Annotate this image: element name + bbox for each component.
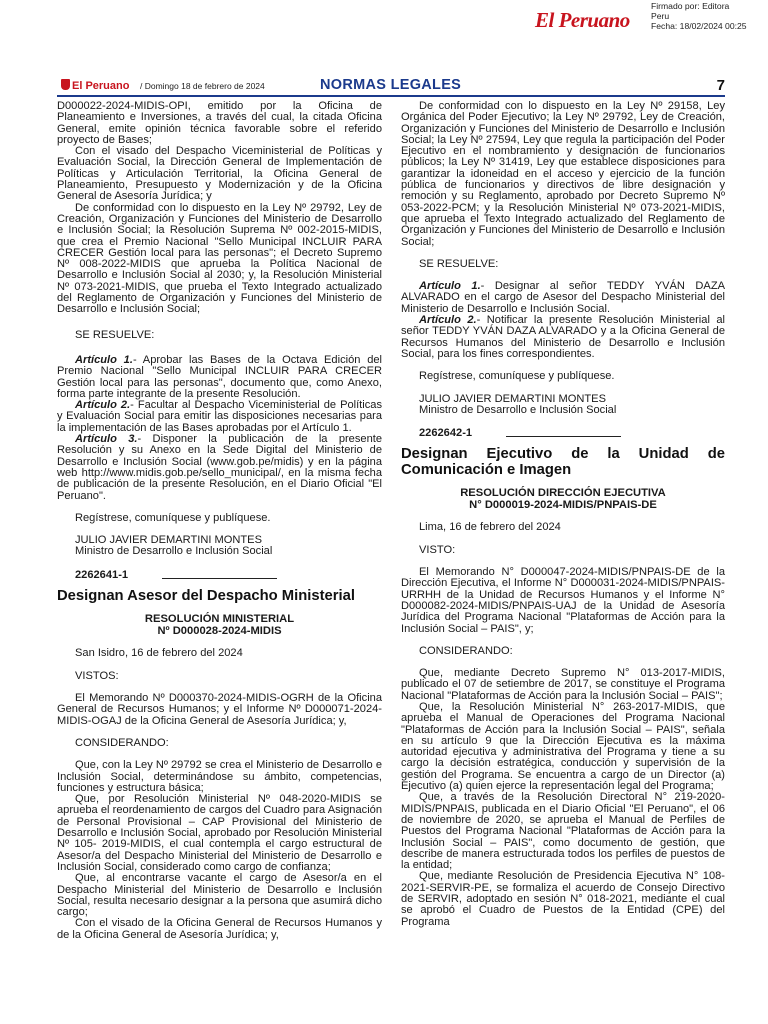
visto-heading: VISTO: [419,543,456,556]
paragraph: Que, la Resolución Ministerial N° 263-2017-MIDIS, que aprueba el Manual de Operaciones del Programa Nacional "Plataformas de Acción para la Inclusión Social – PAIS", señala en su artículo 9 que la Dirección Ejecutiva es la máxima autoridad ejecutiva y administrativa del Programa y tiene a su cargo la decisión estratégica, conducción y supervisión de la gestión del Programa. Se encuentra a cargo de un Director (a) Ejecutivo (a) quien ejerce la representación legal del Programa; [401,700,725,793]
paragraph: Con el visado de la Oficina General de Recursos Humanos y de la Oficina General de Asesoría Jurídica; y, [57,917,382,941]
resolution-type: RESOLUCIÓN MINISTERIAL [144,613,295,626]
resolution-title [57,614,382,637]
vistos-heading: VISTOS: [75,669,119,682]
article-2 [57,400,382,434]
paragraph: Que, mediante Resolución de Presidencia Ejecutiva N° 108-2021-SERVIR-PE, se formaliza el acuerdo de Consejo Directivo de SERVIR, adoptado en sesión N° 018-2021, mediante el cual se aprobó el Cuadro de Puestos de la Entidad (CPE) del Programa [401,870,725,928]
closing-formula: Regístrese, comuníquese y publíquese. [75,511,271,524]
article-heading: Designan Ejecutivo de la Unidad de Comunicación e Imagen [401,446,725,478]
article-label: Artículo 2. [419,314,477,327]
article-3 [57,434,382,502]
article-1 [401,281,725,315]
resolves-heading: SE RESUELVE: [419,257,499,270]
page-header [57,77,725,97]
paragraph: De conformidad con lo dispuesto en la Ley Nº 29158, Ley Orgánica del Poder Ejecutivo; la Ley Nº 29792, Ley de Creación, Organización y Funciones del Ministerio de Desarrollo e Inclusión Social; la Ley Nº 27594, Ley que regula la participación del Poder Ejecutivo en el nombramiento y designación de funcionarios públicos; la Ley Nº 31419, Ley que establece disposiciones para garantizar la idoneidad en el acceso y ejercicio de la función pública de funcionarios y directivos de libre designación y remoción y su Reglamento, aprobado por Decreto Supremo Nº 053-2022-PCM; y la Resolución Ministerial Nº 073-2021-MIDIS, que aprueba el Texto Integrado actualizado del Reglamento de Organización y Funciones del Ministerio de Desarrollo e Inclusión Social; [401,100,725,248]
resolution-number: Nº D000028-2024-MIDIS [157,624,282,637]
separator-rule [506,436,621,437]
paragraph: El Memorando Nº D000370-2024-MIDIS-OGRH de la Oficina General de Recursos Humanos; y el Informe Nº D000071-2024-MIDIS-OGAJ de la Oficina General de Asesoría Jurídica; y, [57,692,382,727]
resolves-heading: SE RESUELVE: [75,328,155,341]
article-label: Artículo 2. [75,399,131,412]
paragraph: El Memorando N° D000047-2024-MIDIS/PNPAIS-DE de la Dirección Ejecutiva, el Informe N° D000031-2024-MIDIS/PNPAIS-URRHH de la Unidad de Recursos Humanos y el Informe N° D000082-2024-MIDIS/PNPAIS-UAJ de la Unidad de Asesoría Jurídica del Programa Nacional "Plataformas de Acción para la Inclusión Social – PAIS", y; [401,566,725,635]
signer-name: JULIO JAVIER DEMARTINI MONTES [419,392,606,405]
resolution-type: RESOLUCIÓN DIRECCIÓN EJECUTIVA [460,487,666,500]
article-2 [401,315,725,360]
el-peruano-logo: El Peruano [535,8,630,32]
date-place: San Isidro, 16 de febrero del 2024 [75,647,243,660]
digital-signature [651,1,747,31]
paragraph: Que, por Resolución Ministerial Nº 048-2020-MIDIS se aprueba el reordenamiento de cargos del Cuadro para Asignación de Personal Provisional – CAP Provisional del Ministerio de Desarrollo e Inclusión Social, aprobado por Resolución Ministerial Nº 105- 2019-MIDIS, el cual contempla el cargo estructural de Asesor/a del Despacho Ministerial del Ministerio de Desarrollo e Inclusión Social, considerado como cargo de confianza; [57,793,382,873]
closing-formula: Regístrese, comuníquese y publíquese. [419,370,615,383]
paragraph: Con el visado del Despacho Viceministerial de Políticas y Evaluación Social, la Dirección General de Implementación de Políticas y Articulación Territorial, la Oficina General de Planeamiento, Presupuesto y Modernización y de la Oficina General de Asesoría Jurídica; y [57,145,382,203]
article-text: - Designar al señor TEDDY YVÁN DAZA ALVARADO en el cargo de Asesor del Despacho Ministerial del Ministerio de Desarrollo e Inclusión Social. [401,280,725,315]
separator-rule [162,578,277,579]
paragraph: Que, con la Ley Nº 29792 se crea el Ministerio de Desarrollo e Inclusión Social, determinándose su ámbito, competencias, funciones y estructura básica; [57,759,382,794]
article-label: Artículo 3. [75,433,138,446]
article-heading: Designan Asesor del Despacho Ministerial [57,587,355,604]
paragraph: D000022-2024-MIDIS-OPI, emitido por la Oficina de Planeamiento e Inversiones, a través del cual, la citada Oficina General, emite opinión técnica favorable sobre el referido proyecto de Bases; [57,100,382,146]
article-text: - Facultar al Despacho Viceministerial de Políticas y Evaluación Social para emitir las disposiciones necesarias para la implementación de las Bases aprobadas por el Artículo 1. [57,399,382,434]
coat-of-arms-icon [61,79,70,90]
document-code: 2262642-1 [419,427,473,440]
article-label: Artículo 1. [75,353,133,366]
header-rule [57,95,725,97]
date-place: Lima, 16 de febrero del 2024 [419,521,561,534]
signature-line: Peru [651,11,670,21]
paragraph: De conformidad con lo dispuesto en la Ley Nº 29792, Ley de Creación, Organización y Funciones del Ministerio de Desarrollo e Inclusión Social; la Resolución Suprema Nº 002-2015-MIDIS, que crea el Premio Nacional "Sello Municipal INCLUIR PARA CRECER Gestión local para las personas"; el Decreto Supremo Nº 008-2022-MIDIS que aprueba la Política Nacional de Desarrollo e Inclusión Social al 2030; y, la Resolución Ministerial Nº 073-2021-MIDIS, que prueba el Texto Integrado actualizado del Reglamento de Organización y Funciones del Ministerio de Desarrollo e Inclusión Social; [57,201,382,316]
header-logo [61,79,129,92]
paragraph: Que, mediante Decreto Supremo N° 013-2017-MIDIS, publicado el 07 de setiembre de 2017, se constituye el Programa Nacional "Plataformas de Acción para la Inclusión Social – PAIS"; [401,667,725,702]
header-date: / Domingo 18 de febrero de 2024 [140,81,265,91]
considerando-heading: CONSIDERANDO: [75,736,169,749]
resolution-number: N° D000019-2024-MIDIS/PNPAIS-DE [469,498,657,511]
paragraph: Que, al encontrarse vacante el cargo de Asesor/a en el Despacho Ministerial del Ministerio de Desarrollo e Inclusión Social, resulta necesario designar a la persona que asumirá dicho cargo; [57,872,382,919]
signer-name: JULIO JAVIER DEMARTINI MONTES [75,534,262,547]
resolution-title [401,488,725,511]
paragraph: Que, a través de la Resolución Directoral N° 219-2020-MIDIS/PNPAIS, publicada en el Diario Oficial "El Peruano", el 06 de noviembre de 2020, se aprueba el Manual de Perfiles de Puestos del Programa Nacional "Plataformas de Acción para la Inclusión Social – PAIS", como documento de gestión, que describe de manera estructurada todos los perfiles de puestos de la entidad; [401,791,725,872]
section-title: NORMAS LEGALES [320,77,462,93]
article-label: Artículo 1. [419,280,481,293]
article-text: - Notificar la presente Resolución Ministerial al señor TEDDY YVÁN DAZA ALVARADO y a la Oficina General de Recursos Humanos del Ministerio de Desarrollo e Inclusión Social, para los fines correspondientes. [401,314,725,360]
considerando-heading: CONSIDERANDO: [419,644,513,657]
header-logo-text: El Peruano [72,80,130,92]
left-column [57,101,382,941]
signature-line: Firmado por: Editora [651,1,730,11]
right-column [401,101,725,928]
signature-line: Fecha: 18/02/2024 00:25 [651,21,747,31]
article-text: - Disponer la publicación de la presente Resolución y su Anexo en la Sede Digital del Ministerio de Desarrollo e Inclusión Social (www.gob.pe/midis) y en la página web http://www.midis.gob.pe/sello_municipal/, en la misma fecha de publicación de la presente Resolución, en el Diario Oficial "El Peruano". [57,433,382,502]
signer-title: Ministro de Desarrollo e Inclusión Social [419,403,617,416]
page-number: 7 [716,77,725,94]
article-text: - Aprobar las Bases de la Octava Edición del Premio Nacional "Sello Municipal INCLUIR PARA CRECER Gestión local para las personas", documento que, como Anexo, forma parte integrante de la presente Resolución. [57,353,382,400]
document-code: 2262641-1 [75,568,129,581]
signer-title: Ministro de Desarrollo e Inclusión Social [75,545,273,558]
article-1 [57,355,382,400]
